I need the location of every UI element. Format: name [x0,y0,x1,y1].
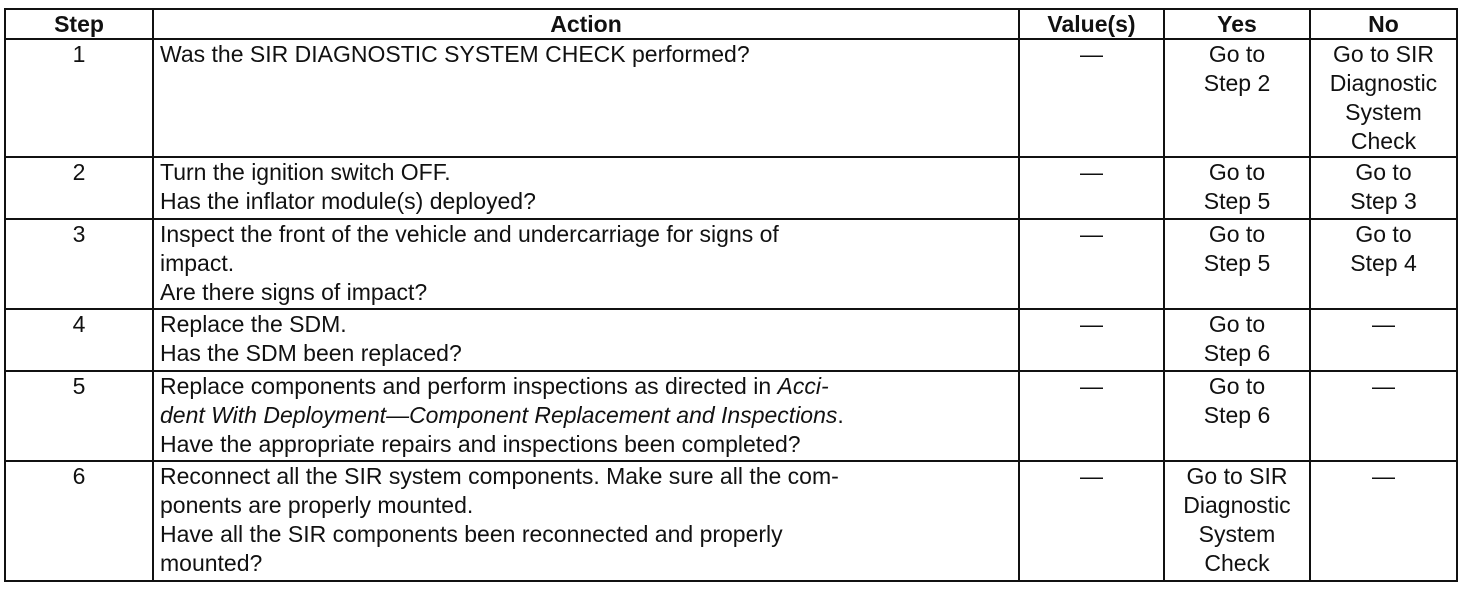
action-line: Has the inflator module(s) deployed? [160,188,536,214]
diagnostic-table [4,8,1458,582]
yes-cell [1164,309,1310,371]
action-line: Have all the SIR components been reconnected and properly [160,521,783,547]
no-line: Diagnostic [1329,70,1438,96]
action-italic-text: dent With Deployment—Component Replacement and Inspections [160,402,838,428]
table-row [5,461,1457,581]
table-header [5,9,1457,39]
no-line: Check [1350,128,1417,154]
no-line: — [1372,311,1395,337]
action-cell [153,309,1019,371]
action-line: ponents are properly mounted. [160,492,474,518]
no-line: Step 3 [1350,188,1417,214]
yes-cell [1164,461,1310,581]
no-line: — [1372,373,1395,399]
action-text: . [837,402,844,428]
yes-cell [1164,371,1310,461]
yes-line: Go to [1208,373,1266,399]
yes-line: Go to [1208,41,1266,67]
yes-line: Step 5 [1203,250,1271,276]
yes-line: Go to [1208,221,1266,247]
step-cell: 1 [5,39,153,157]
values-cell: — [1019,157,1164,219]
table-row [5,309,1457,371]
yes-line: Diagnostic [1183,492,1291,518]
values-cell: — [1019,461,1164,581]
header-yes: Yes [1164,9,1310,39]
header-action: Action [153,9,1019,39]
header-no: No [1310,9,1457,39]
table-body [5,39,1457,581]
values-cell: — [1019,309,1164,371]
action-line: Are there signs of impact? [160,279,428,305]
no-line: Step 4 [1350,250,1417,276]
action-cell [153,157,1019,219]
action-line: Inspect the front of the vehicle and undercarriage for signs of [160,221,779,247]
action-cell [153,371,1019,461]
action-line: Was the SIR DIAGNOSTIC SYSTEM CHECK performed? [160,41,750,67]
yes-line: Step 5 [1203,188,1271,214]
action-cell [153,219,1019,309]
action-line [160,401,1012,430]
yes-cell [1164,39,1310,157]
no-line: Go to [1355,159,1412,185]
no-cell [1310,309,1457,371]
action-line: Reconnect all the SIR system components. Make sure all the com- [160,463,839,489]
step-cell: 3 [5,219,153,309]
header-step: Step [5,9,153,39]
action-line: mounted? [160,550,263,576]
no-cell [1310,219,1457,309]
no-line: Go to SIR [1333,41,1434,67]
no-cell [1310,461,1457,581]
yes-cell [1164,219,1310,309]
no-cell [1310,39,1457,157]
yes-line: Step 6 [1203,402,1271,428]
action-line: Has the SDM been replaced? [160,340,462,366]
action-italic-text: Acci- [777,373,829,399]
no-line: Go to [1355,221,1412,247]
yes-line: Go to [1208,159,1266,185]
yes-line: Step 2 [1203,70,1271,96]
table-row [5,157,1457,219]
values-cell: — [1019,371,1164,461]
action-line: impact. [160,250,235,276]
action-line [160,372,1012,401]
yes-line: Go to [1208,311,1266,337]
yes-line: Check [1204,550,1270,576]
table-row [5,371,1457,461]
step-cell: 5 [5,371,153,461]
step-cell: 4 [5,309,153,371]
no-line: — [1372,463,1395,489]
no-cell [1310,371,1457,461]
values-cell: — [1019,39,1164,157]
step-cell: 2 [5,157,153,219]
yes-line: System [1198,521,1276,547]
yes-line: Step 6 [1203,340,1271,366]
values-cell: — [1019,219,1164,309]
action-line: Replace the SDM. [160,311,347,337]
header-row [5,9,1457,39]
table-row [5,219,1457,309]
yes-line: Go to SIR [1186,463,1288,489]
action-line: Turn the ignition switch OFF. [160,159,451,185]
yes-cell [1164,157,1310,219]
action-line: Have the appropriate repairs and inspections been completed? [160,431,801,457]
action-text: Replace components and perform inspections as directed in [160,373,778,399]
header-values: Value(s) [1019,9,1164,39]
no-line: System [1345,99,1422,125]
table-row [5,39,1457,157]
no-cell [1310,157,1457,219]
action-cell [153,39,1019,157]
action-cell [153,461,1019,581]
step-cell: 6 [5,461,153,581]
